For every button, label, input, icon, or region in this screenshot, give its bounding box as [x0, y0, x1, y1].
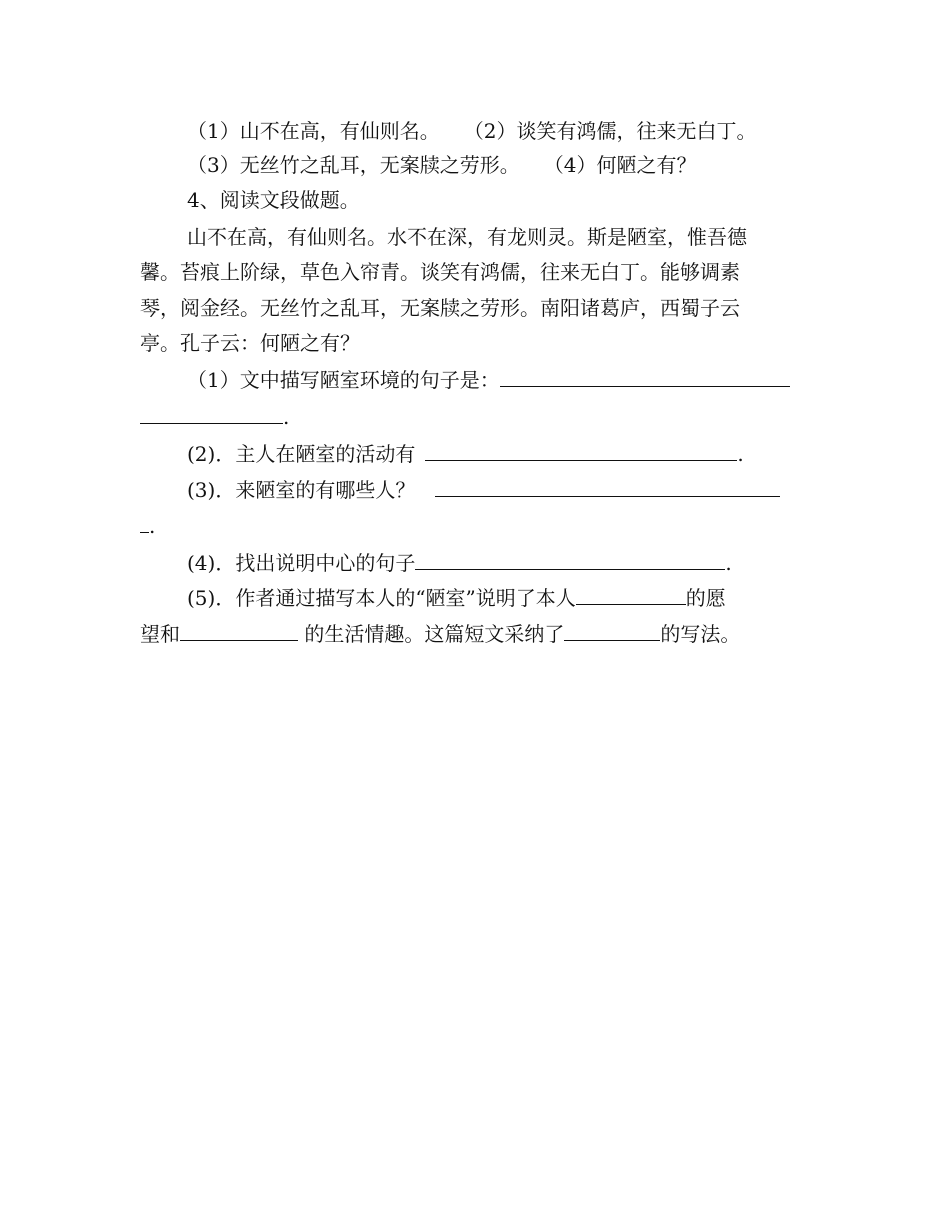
answer-line-1	[187, 113, 812, 149]
answer-blank-2[interactable]	[425, 436, 737, 461]
question-3-continued	[140, 508, 812, 544]
sentence-2: （2）谈笑有鸿儒，往来无白丁。	[463, 119, 757, 143]
question-5	[187, 580, 812, 616]
question-1-continued	[140, 399, 812, 435]
question-5-text-d: 的生活情趣。这篇短文采纳了	[298, 622, 565, 646]
answer-blank-5b[interactable]	[180, 616, 298, 641]
answer-blank-5c[interactable]	[564, 616, 660, 641]
question-3	[187, 472, 812, 508]
question-3-text: (3)．来陋室的有哪些人？	[187, 478, 416, 502]
question-5-text: (5)．作者通过描写本人的“陋室”说明了本人	[187, 586, 576, 610]
answer-blank-1b[interactable]	[140, 399, 283, 424]
question-5-text-c: 望和	[140, 622, 180, 646]
section-heading: 4、阅读文段做题。	[187, 188, 360, 212]
passage-line-4: 亭。孔子云：何陋之有？	[140, 331, 360, 355]
answer-blank-3[interactable]	[435, 472, 780, 497]
question-4	[187, 545, 812, 581]
passage-line-2: 馨。苔痕上阶绿，草色入帘青。谈笑有鸿儒，往来无白丁。能够调素	[140, 260, 740, 284]
sentence-1: （1）山不在高，有仙则名。	[187, 119, 440, 143]
sentence-4: （4）何陋之有？	[543, 153, 697, 177]
question-5-text-b: 的愿	[685, 586, 726, 610]
answer-line-2	[187, 147, 812, 183]
question-2-text: (2)．主人在陋室的活动有	[187, 442, 416, 466]
answer-blank-3b[interactable]	[140, 508, 149, 533]
answer-blank-5a[interactable]	[576, 580, 686, 605]
sentence-3: （3）无丝竹之乱耳，无案牍之劳形。	[187, 153, 520, 177]
period: .	[149, 514, 156, 538]
question-5-continued	[140, 616, 812, 652]
question-5-text-e: 的写法。	[660, 622, 741, 646]
answer-blank-4[interactable]	[415, 545, 725, 570]
question-1	[187, 362, 812, 398]
question-2	[187, 436, 812, 472]
answer-blank-1[interactable]	[500, 362, 790, 387]
period: .	[737, 442, 744, 466]
passage-line-1: 山不在高，有仙则名。水不在深，有龙则灵。斯是陋室，惟吾德	[187, 225, 747, 249]
question-4-text: (4)．找出说明中心的句子	[187, 551, 416, 575]
passage-line-3: 琴，阅金经。无丝竹之乱耳，无案牍之劳形。南阳诸葛庐，西蜀子云	[140, 296, 740, 320]
period: .	[283, 405, 290, 429]
question-1-text: （1）文中描写陋室环境的句子是：	[187, 368, 500, 392]
period: .	[725, 551, 732, 575]
